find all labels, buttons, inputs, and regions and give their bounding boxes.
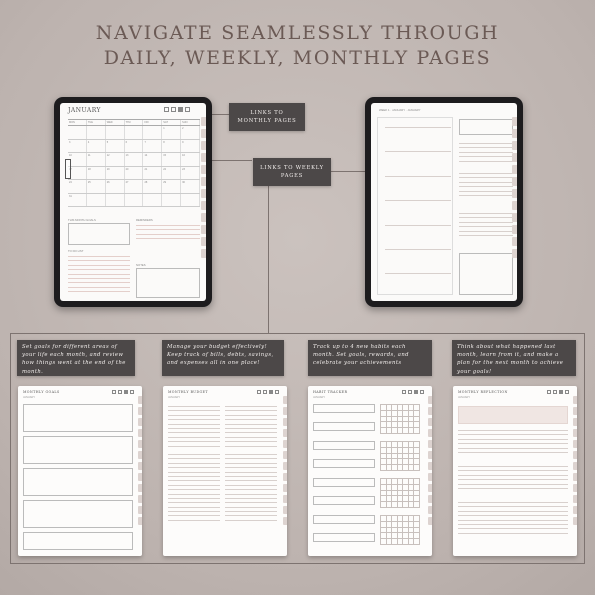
habit-name-box[interactable] [313, 441, 375, 450]
weekday-label: MON [68, 120, 87, 125]
month-tabs [201, 117, 206, 261]
tracker-lines [459, 213, 513, 239]
settings-icon[interactable] [565, 390, 569, 394]
calendar-icon[interactable] [553, 390, 557, 394]
todo-label: TO DO LIST [68, 249, 84, 253]
nav-icons [257, 390, 279, 394]
habit-reward-box[interactable] [313, 459, 375, 468]
calendar-day[interactable]: 9 [181, 140, 200, 153]
weekday-label: WED [106, 120, 125, 125]
desc-monthly-reflection: Think about what happened last month, learn from it, and make a plan for the next month to achieve your goals! [452, 340, 576, 376]
calendar-week-row [68, 140, 200, 154]
calendar-day[interactable]: 31 [68, 194, 87, 207]
habit-grid[interactable] [380, 515, 420, 545]
month-tabs [428, 396, 432, 528]
calendar-day[interactable]: 19 [106, 167, 125, 180]
page-monthly-budget [163, 386, 287, 556]
notes-icon[interactable] [124, 390, 128, 394]
page-month: JANUARY [313, 396, 326, 399]
calendar-day[interactable] [125, 126, 144, 139]
weekday-label: FRI [143, 120, 162, 125]
month-tabs [573, 396, 577, 528]
calendar-grid [68, 119, 200, 214]
calendar-day[interactable]: 27 [125, 180, 144, 193]
calendar-day[interactable]: 23 [181, 167, 200, 180]
page-title: MONTHLY REFLECTION [458, 390, 508, 394]
weekly-goals-box[interactable] [459, 119, 513, 135]
reflection-lines-3 [458, 502, 568, 537]
settings-icon[interactable] [130, 390, 134, 394]
reflection-lines-1 [458, 430, 568, 456]
calendar-day[interactable]: 1 [162, 126, 181, 139]
habit-reward-box[interactable] [313, 496, 375, 505]
habit-day-cell[interactable] [414, 539, 420, 545]
notes-icon[interactable] [178, 107, 183, 112]
page-month: JANUARY [23, 396, 36, 399]
calendar-day[interactable]: 22 [162, 167, 181, 180]
goals-box[interactable] [68, 223, 130, 245]
calendar-day[interactable]: 17 [68, 167, 87, 180]
goals-label: THIS MONTH GOALS [68, 218, 96, 222]
calendar-day[interactable]: 14 [143, 153, 162, 166]
habit-name-box[interactable] [313, 404, 375, 413]
habit-name-box[interactable] [313, 515, 375, 524]
page-month: JANUARY [168, 396, 181, 399]
calendar-week-row [68, 153, 200, 167]
goal-area-5[interactable] [23, 532, 133, 550]
page-title: HABIT TRACKER [313, 390, 348, 394]
desc-monthly-budget: Manage your budget effectively! Keep track of bills, debts, savings, and expenses all in one place! [162, 340, 284, 376]
calendar-day[interactable] [143, 194, 162, 207]
goal-area-3[interactable] [23, 468, 133, 496]
calendar-day[interactable] [106, 194, 125, 207]
calendar-week-row [68, 194, 200, 208]
home-icon[interactable] [112, 390, 116, 394]
calendar-day[interactable] [125, 194, 144, 207]
weekday-label: TUE [87, 120, 106, 125]
calendar-day[interactable]: 16 [181, 153, 200, 166]
calendar-day[interactable]: 21 [143, 167, 162, 180]
home-icon[interactable] [402, 390, 406, 394]
habit-day-cell[interactable] [414, 428, 420, 434]
expenses-table [225, 454, 277, 524]
habit-grid[interactable] [380, 478, 420, 508]
calendar-day[interactable]: 12 [106, 153, 125, 166]
callout-monthly-links: LINKS TO MONTHLY PAGES [229, 103, 305, 131]
calendar-day[interactable]: 24 [68, 180, 87, 193]
calendar-day[interactable]: 18 [87, 167, 106, 180]
bills-table [168, 454, 220, 524]
goal-area-4[interactable] [23, 500, 133, 528]
calendar-day[interactable]: 5 [106, 140, 125, 153]
calendar-day[interactable]: 6 [125, 140, 144, 153]
calendar-day[interactable]: 28 [143, 180, 162, 193]
notes-label: NOTES [136, 263, 146, 267]
calendar-day[interactable] [143, 126, 162, 139]
calendar-day[interactable] [68, 126, 87, 139]
todo-lines [459, 173, 513, 199]
income-table [168, 406, 220, 450]
desc-monthly-goals: Set goals for different areas of your life each month, and review how things went at the end of the month. [17, 340, 135, 376]
notes-box[interactable] [136, 268, 200, 298]
schedule-lines [385, 127, 451, 278]
calendar-icon[interactable] [408, 390, 412, 394]
weekly-notes-box[interactable] [459, 253, 513, 295]
weekday-label: SUN [181, 120, 200, 125]
calendar-day[interactable] [87, 126, 106, 139]
callout-weekly-links: LINKS TO WEEKLY PAGES [253, 158, 331, 186]
nav-icons [164, 107, 190, 112]
home-icon[interactable] [164, 107, 169, 112]
nav-icons [112, 390, 134, 394]
calendar-day[interactable]: 11 [87, 153, 106, 166]
page-title: MONTHLY GOALS [23, 390, 60, 394]
todo-lines [68, 256, 130, 296]
page-habit-tracker [308, 386, 432, 556]
calendar-day[interactable]: 2 [181, 126, 200, 139]
settings-icon[interactable] [185, 107, 190, 112]
headline-line-2: DAILY, WEEKLY, MONTHLY PAGES [103, 47, 492, 69]
goal-area-2[interactable] [23, 436, 133, 464]
month-tabs [512, 117, 517, 261]
goal-area-1[interactable] [23, 404, 133, 432]
calendar-day[interactable]: 29 [162, 180, 181, 193]
calendar-day[interactable]: 25 [87, 180, 106, 193]
nav-icons [547, 390, 569, 394]
calendar-day[interactable]: 3 [68, 140, 87, 153]
tablet-weekly-view [365, 97, 523, 307]
page-title: MONTHLY BUDGET [168, 390, 208, 394]
desc-habit-tracker: Track up to 4 new habits each month. Set goals, rewards, and celebrate your achievements [308, 340, 432, 376]
habit-grid[interactable] [380, 441, 420, 471]
week-link-highlight[interactable] [65, 159, 71, 179]
reflection-lines-2 [458, 466, 568, 492]
settings-icon[interactable] [420, 390, 424, 394]
reminders-label: REMINDERS [136, 218, 153, 222]
calendar-month-title: JANUARY [68, 107, 101, 114]
settings-icon[interactable] [275, 390, 279, 394]
calendar-week-row [68, 180, 200, 194]
page-monthly-goals [18, 386, 142, 556]
page-monthly-reflection [453, 386, 577, 556]
habit-day-cell[interactable] [414, 465, 420, 471]
reflection-header-box [458, 406, 568, 424]
home-icon[interactable] [547, 390, 551, 394]
month-tabs [138, 396, 142, 528]
tablet-monthly-view [54, 97, 212, 307]
month-tabs [283, 396, 287, 528]
nav-icons [402, 390, 424, 394]
calendar-day[interactable] [87, 194, 106, 207]
calendar-day[interactable]: 4 [87, 140, 106, 153]
page-month: JANUARY [458, 396, 471, 399]
habit-day-cell[interactable] [414, 502, 420, 508]
week-heading: WEEK 1 · JANUARY · JANUARY [379, 108, 421, 112]
priorities-lines [459, 143, 513, 165]
calendar-week-row [68, 167, 200, 181]
calendar-day[interactable]: 26 [106, 180, 125, 193]
habit-reward-box[interactable] [313, 533, 375, 542]
habit-grid[interactable] [380, 404, 420, 434]
home-icon[interactable] [257, 390, 261, 394]
calendar-week-row [68, 126, 200, 140]
headline-line-1: NAVIGATE SEAMLESSLY THROUGH [95, 22, 500, 44]
calendar-day[interactable]: 10 [68, 153, 87, 166]
calendar-day[interactable] [181, 194, 200, 207]
notes-icon[interactable] [414, 390, 418, 394]
savings-table [225, 406, 277, 450]
calendar-day[interactable] [162, 194, 181, 207]
vertical-connector [268, 185, 269, 334]
reminders-lines [136, 225, 200, 243]
calendar-day[interactable] [106, 126, 125, 139]
weekday-label: SAT [162, 120, 181, 125]
calendar-day[interactable]: 8 [162, 140, 181, 153]
calendar-icon[interactable] [118, 390, 122, 394]
calendar-icon[interactable] [171, 107, 176, 112]
notes-icon[interactable] [269, 390, 273, 394]
weekday-label: THU [125, 120, 144, 125]
calendar-day[interactable]: 20 [125, 167, 144, 180]
tablet-screen [60, 103, 206, 301]
habit-reward-box[interactable] [313, 422, 375, 431]
tablet-screen [371, 103, 517, 301]
calendar-day[interactable]: 30 [181, 180, 200, 193]
calendar-day[interactable]: 15 [162, 153, 181, 166]
habit-name-box[interactable] [313, 478, 375, 487]
calendar-day[interactable]: 13 [125, 153, 144, 166]
calendar-day[interactable]: 7 [143, 140, 162, 153]
calendar-icon[interactable] [263, 390, 267, 394]
notes-icon[interactable] [559, 390, 563, 394]
